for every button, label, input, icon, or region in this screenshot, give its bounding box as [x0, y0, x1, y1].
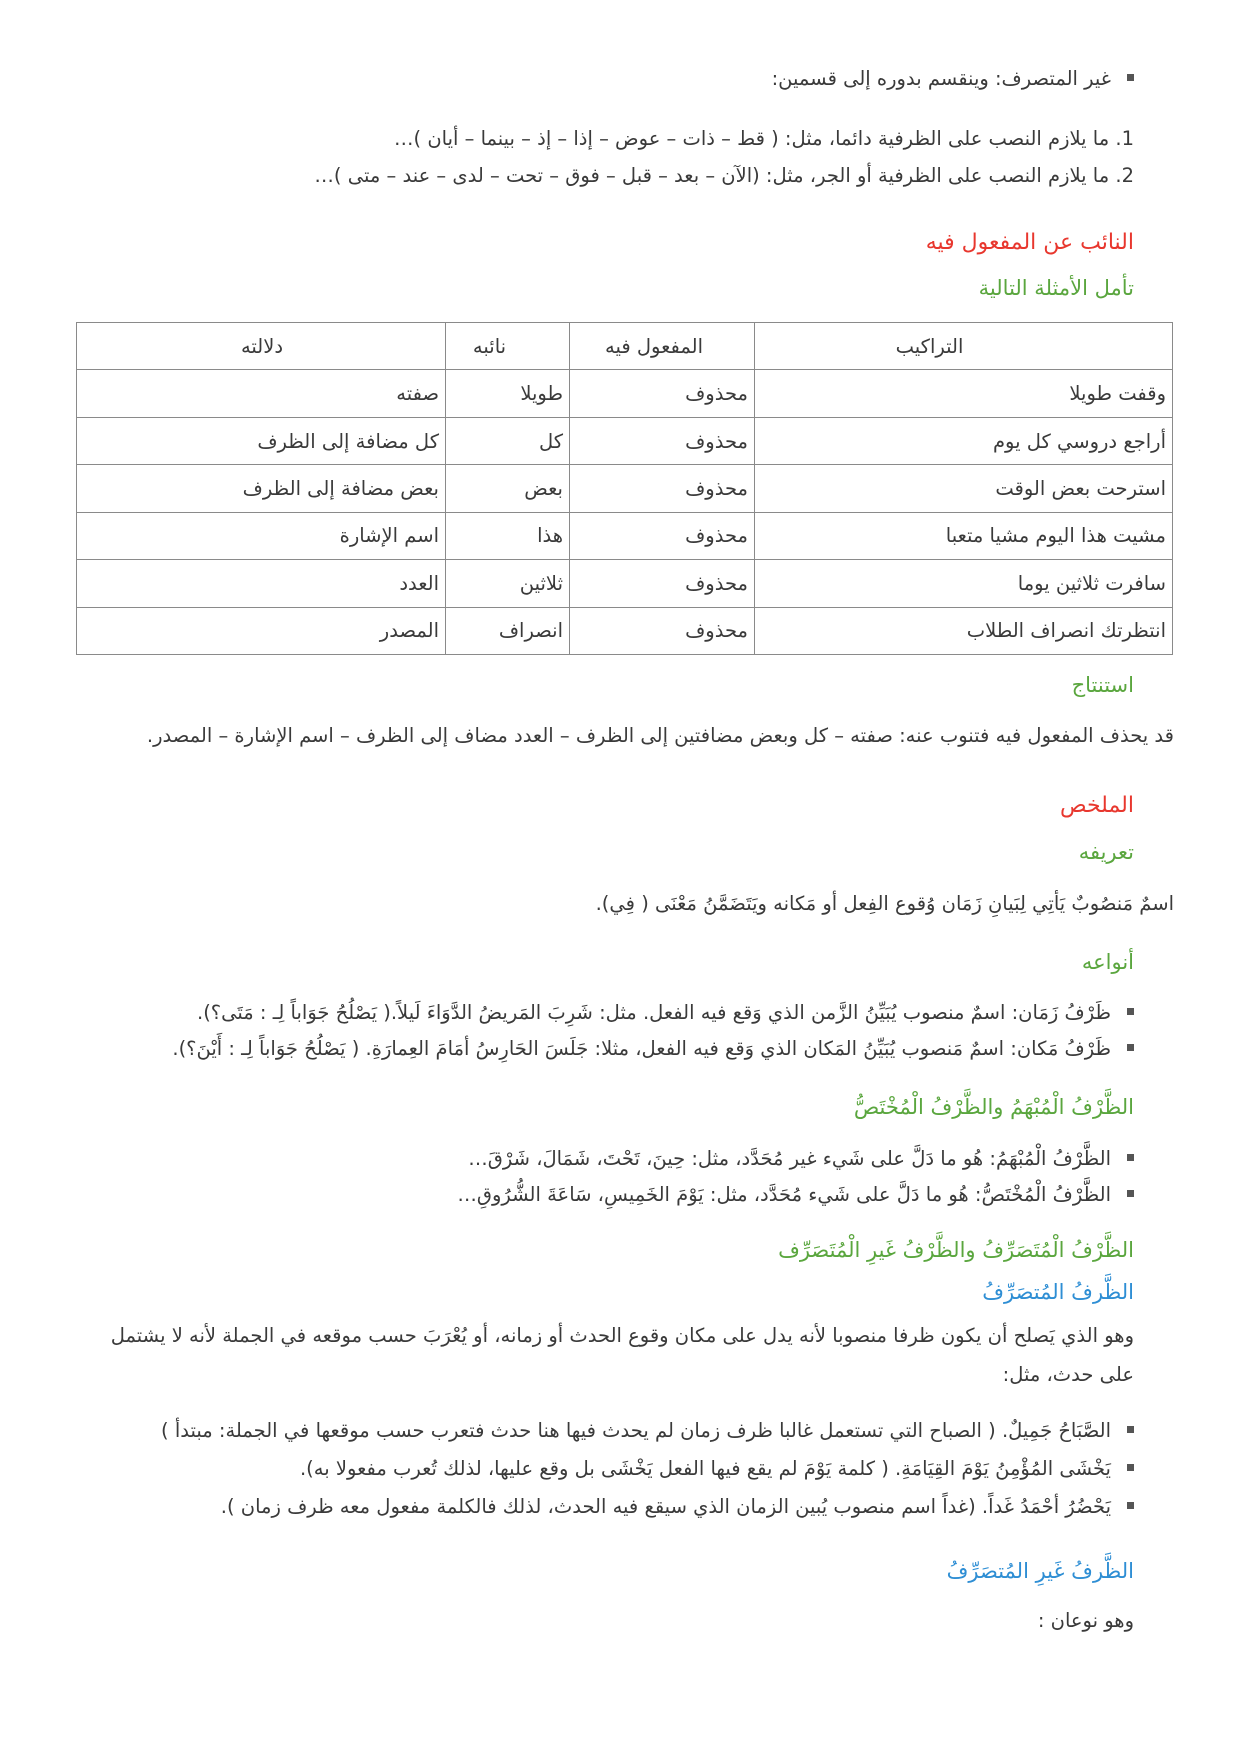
conclusion-heading: استنتاج: [1071, 673, 1134, 697]
definition-text: اسمٌ مَنصُوبٌ يَأتِي لِبَيانِ زَمَان وُقوع الفِعل أو مَكانه ويَتَضَمَّنُ مَعْنَى ( فِي).: [595, 892, 1174, 915]
table-row: [77, 512, 1173, 559]
summary-heading: الملخص: [1060, 793, 1134, 818]
mubham-heading: الظَّرْفُ الْمُبْهَمُ والظَّرْفُ الْمُخْتَصُّ: [853, 1095, 1134, 1119]
table-cell: استرحت بعض الوقت: [755, 465, 1173, 512]
table-cell: انتظرتك انصراف الطلاب: [755, 607, 1173, 654]
table-cell: مشيت هذا اليوم مشيا متعبا: [755, 512, 1173, 559]
definition-heading: تعريفه: [1078, 840, 1134, 864]
mutasarrif-paragraph: وهو الذي يَصلح أن يكون ظرفا منصوبا لأنه يدل على مكان وقوع الحدث أو زمانه، أو يُعْرَبَ حسب موقعه في الجملة لأنه لا يشتمل على حدث، مثل:: [110, 1324, 1134, 1386]
bullet-item: [161, 1416, 1134, 1446]
bullet-item: [172, 1034, 1134, 1064]
table-row: [77, 465, 1173, 512]
bullet-text: غير المتصرف: وينقسم بدوره إلى قسمين:: [771, 67, 1111, 90]
table-cell: بعض: [446, 465, 570, 512]
table-cell: سافرت ثلاثين يوما: [755, 560, 1173, 607]
table-cell: صفته: [77, 370, 446, 417]
bullet-marker: [1127, 1190, 1134, 1197]
bullet-text: ظَرْفُ زَمَان: اسمٌ منصوب يُبَيِّنُ الزَّمن الذي وَقع فيه الفعل. مثل: شَرِبَ المَريضُ الدَّوَاءَ لَيلاً.( يَصْلُحُ جَوَاباً لِـ : مَتَى؟).: [197, 1001, 1111, 1024]
table-cell: هذا: [446, 512, 570, 559]
bullet-text: الظَّرْفُ الْمُبْهَمُ: هُو ما دَلَّ على شَيء غير مُحَدَّد، مثل: حِينَ، تَحْتَ، شَمَالَ، شَرْقَ…: [468, 1147, 1111, 1170]
table-cell: كل: [446, 417, 570, 464]
mutasarrif-subheading: الظَّرفُ المُتصَرِّفُ: [982, 1280, 1134, 1304]
bullet-marker: [1127, 1502, 1134, 1509]
bullet-marker: [1127, 1426, 1134, 1433]
table-cell: محذوف: [570, 465, 755, 512]
conclusion-text: قد يحذف المفعول فيه فتنوب عنه: صفته – كل وبعض مضافتين إلى الظرف – العدد مضاف إلى الظرف – اسم الإشارة – المصدر.: [146, 724, 1174, 747]
bullet-text: الظَّرْفُ الْمُخْتَصُّ: هُو ما دَلَّ على شَيء مُحَدَّد، مثل: يَوْمَ الخَمِيسِ، سَاعَةَ الشُّرُوقِ…: [457, 1183, 1111, 1206]
table-cell: طويلا: [446, 370, 570, 417]
table-cell: ثلاثين: [446, 560, 570, 607]
table-cell: كل مضافة إلى الظرف: [77, 417, 446, 464]
bullet-marker: [1127, 1044, 1134, 1051]
table-row: [77, 370, 1173, 417]
examples-table: [76, 322, 1173, 655]
ghayr-text: وهو نوعان :: [1037, 1609, 1134, 1632]
table-header-row: [77, 323, 1173, 370]
types-heading: أنواعه: [1081, 950, 1134, 974]
table-header-cell: المفعول فيه: [570, 323, 755, 370]
bullet-marker: [1127, 74, 1134, 81]
table-row: [77, 560, 1173, 607]
bullet-marker: [1127, 1464, 1134, 1471]
bullet-text: الصَّبَاحُ جَمِيلٌ. ( الصباح التي تستعمل غالبا ظرف زمان لم يحدث فيها هنا حدث فتعرب حسب موقعها في الجملة: مبتدأ ): [161, 1419, 1111, 1442]
bullet-item: [197, 998, 1134, 1028]
table-cell: المصدر: [77, 607, 446, 654]
bullet-item: [300, 1454, 1134, 1484]
table-cell: محذوف: [570, 512, 755, 559]
table-cell: أراجع دروسي كل يوم: [755, 417, 1173, 464]
bullet-item: [221, 1492, 1134, 1522]
section-heading: النائب عن المفعول فيه: [925, 230, 1134, 255]
bullet-text: يَخْشَى المُؤْمِنُ يَوْمَ القِيَامَةِ. ( كلمة يَوْمَ لم يقع فيها الفعل يَخْشَى بل وقع عليها، لذلك تُعرب مفعولا به).: [299, 1457, 1111, 1480]
table-cell: محذوف: [570, 607, 755, 654]
table-header-cell: التراكيب: [755, 323, 1173, 370]
bullet-item: [457, 1180, 1134, 1210]
numbered-item: 2. ما يلازم النصب على الظرفية أو الجر، مثل: (الآن – بعد – قبل – فوق – تحت – لدى – عند – متى )…: [314, 164, 1134, 187]
table-cell: محذوف: [570, 417, 755, 464]
numbered-item: 1. ما يلازم النصب على الظرفية دائما، مثل: ( قط – ذات – عوض – إذا – إذ – بينما – أيان )…: [394, 127, 1134, 150]
table-row: [77, 417, 1173, 464]
bullet-marker: [1127, 1008, 1134, 1015]
table-cell: بعض مضافة إلى الظرف: [77, 465, 446, 512]
ghayr-subheading: الظَّرفُ غَيرِ المُتصَرِّفُ: [946, 1559, 1134, 1583]
table-cell: العدد: [77, 560, 446, 607]
bullet-item: [468, 1144, 1134, 1174]
table-row: [77, 607, 1173, 654]
bullet-text: يَحْضُرُ أحْمَدُ غَداً. (غداً اسم منصوب يُبين الزمان الذي سيقع فيه الحدث، لذلك فالكلمة مفعول معه ظرف زمان ).: [220, 1495, 1111, 1518]
table-header-cell: نائبه: [446, 323, 570, 370]
bullet-marker: [1127, 1154, 1134, 1161]
table-cell: محذوف: [570, 560, 755, 607]
mutasarrif-heading: الظَّرْفُ الْمُتَصَرِّفُ والظَّرْفُ غَيرِ الْمُتَصَرِّف: [778, 1238, 1134, 1262]
table-cell: محذوف: [570, 370, 755, 417]
table-cell: اسم الإشارة: [77, 512, 446, 559]
table-cell: وقفت طويلا: [755, 370, 1173, 417]
sub-heading: تأمل الأمثلة التالية: [978, 276, 1134, 300]
table-header-cell: دلالته: [77, 323, 446, 370]
bullet-item: [772, 64, 1134, 94]
table-cell: انصراف: [446, 607, 570, 654]
bullet-text: ظَرْفُ مَكان: اسمٌ مَنصوب يُبَيِّنُ المَكان الذي وَقع فيه الفعل، مثلا: جَلَسَ الحَارِسُ أمَامَ العِمارَةِ. ( يَصْلُحُ جَوَاباً لِـ : أَيْنَ؟).: [172, 1037, 1111, 1060]
